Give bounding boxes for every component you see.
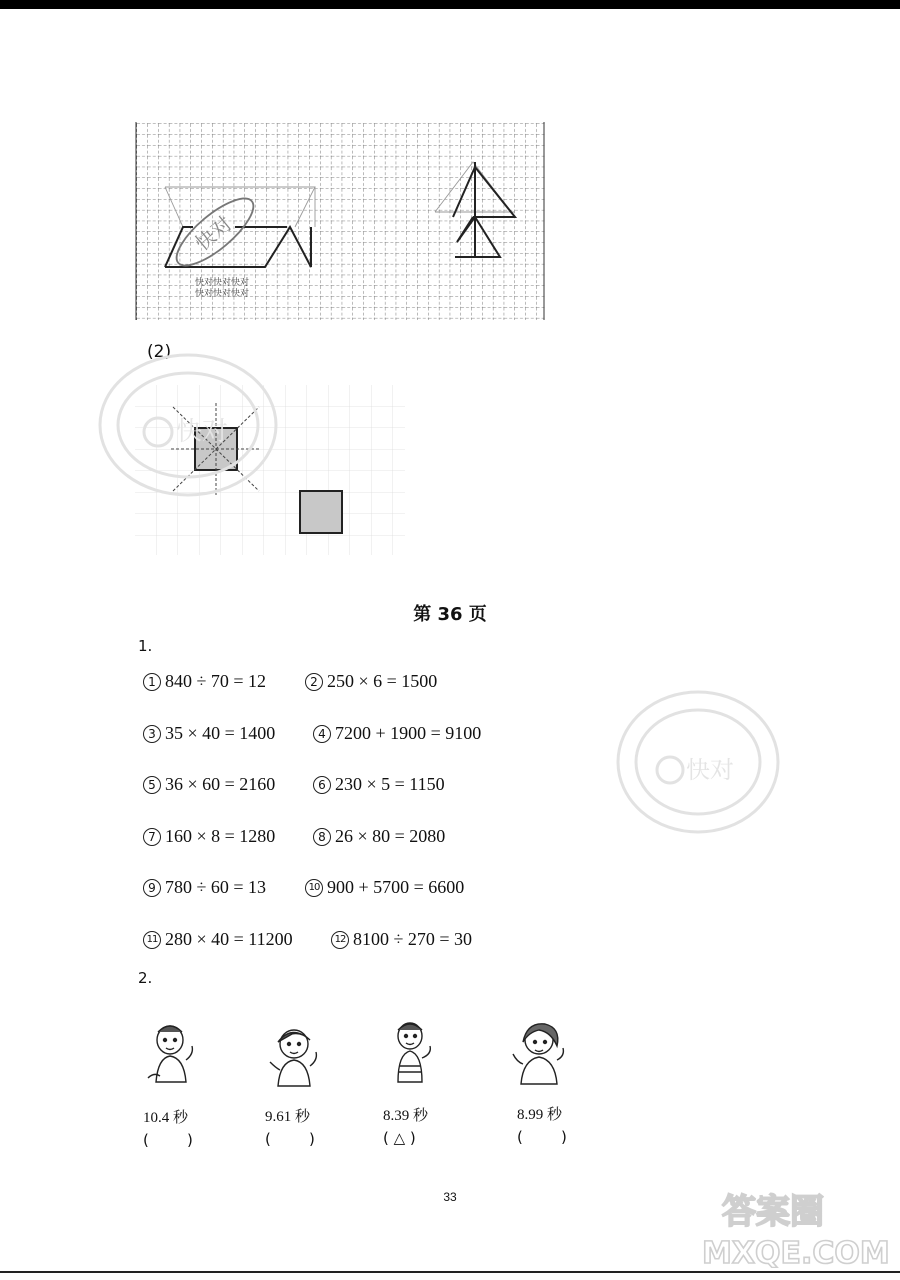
answer-box-2: ( ): [265, 1130, 315, 1148]
stamp-text-left: 快对: [176, 417, 229, 447]
circled-number: 2: [305, 673, 323, 691]
equation-text: 7200 + 1900 = 9100: [335, 723, 482, 743]
equation-text: 35 × 40 = 1400: [165, 723, 276, 743]
page-title: 第 36 页: [413, 604, 487, 625]
circled-number: 1: [143, 673, 161, 691]
watermark-text-1: 快对快对快对: [195, 278, 250, 288]
stamp-watermark-left: [88, 340, 288, 510]
answer-box-1: ( ): [143, 1131, 193, 1149]
equation-text: 160 × 8 = 1280: [165, 826, 276, 846]
circled-number: 7: [143, 828, 161, 846]
corner-watermark-logo: [702, 1183, 892, 1268]
equation-10: [305, 877, 464, 898]
circled-number: 8: [313, 828, 331, 846]
bottom-border: [0, 1271, 900, 1273]
equation-11: [143, 929, 293, 950]
runner-time-4: 8.99 秒: [517, 1107, 563, 1123]
stamp-watermark-right: [610, 680, 785, 845]
runner-time-2: 9.61 秒: [265, 1109, 311, 1125]
watermark-line-1: 答案圈: [722, 1192, 824, 1232]
equation-text: 26 × 80 = 2080: [335, 826, 446, 846]
circled-number: 6: [313, 776, 331, 794]
child-illustration-2: [262, 1022, 326, 1090]
part2-label: (2): [147, 342, 172, 362]
child-illustration-4: [505, 1020, 569, 1088]
equation-text: 280 × 40 = 11200: [165, 929, 293, 949]
watermark-text-2: 快对快对快对: [195, 289, 250, 299]
watermark-line-2: MXQE.COM: [702, 1236, 890, 1268]
circled-number: 12: [331, 931, 349, 949]
answer-box-4: ( ): [517, 1128, 567, 1146]
equation-5: [143, 774, 275, 795]
equation-6: [313, 774, 445, 795]
equation-3: [143, 723, 275, 744]
answer-box-3: ( △ ): [383, 1129, 416, 1147]
page-number: 33: [443, 1190, 457, 1204]
equation-text: 900 + 5700 = 6600: [327, 877, 465, 897]
equation-2: [305, 671, 437, 692]
equation-text: 230 × 5 = 1150: [335, 774, 445, 794]
circled-number: 9: [143, 879, 161, 897]
equation-8: [313, 826, 445, 847]
child-illustration-3: [380, 1018, 444, 1086]
equation-text: 8100 ÷ 270 = 30: [353, 929, 473, 949]
circled-number: 5: [143, 776, 161, 794]
circled-number: 11: [143, 931, 161, 949]
top-border: [0, 0, 900, 9]
equation-12: [331, 929, 472, 950]
runner-time-1: 10.4 秒: [143, 1110, 189, 1126]
equation-text: 250 × 6 = 1500: [327, 671, 438, 691]
equation-text: 36 × 60 = 2160: [165, 774, 276, 794]
equation-1: [143, 671, 266, 692]
grid-figure-1: [135, 122, 545, 320]
child-illustration-1: [138, 1020, 202, 1088]
stamp-text-right: 快对: [686, 756, 734, 784]
question-1-label: 1.: [138, 637, 153, 655]
svg-text:快对: 快对: [190, 211, 237, 256]
equation-9: [143, 877, 266, 898]
equation-4: [313, 723, 481, 744]
circled-number: 10: [305, 879, 323, 897]
runner-time-3: 8.39 秒: [383, 1108, 429, 1124]
equation-7: [143, 826, 275, 847]
equation-text: 780 ÷ 60 = 13: [165, 877, 267, 897]
circled-number: 3: [143, 725, 161, 743]
equation-text: 840 ÷ 70 = 12: [165, 671, 267, 691]
circled-number: 4: [313, 725, 331, 743]
question-2-label: 2.: [138, 969, 153, 987]
